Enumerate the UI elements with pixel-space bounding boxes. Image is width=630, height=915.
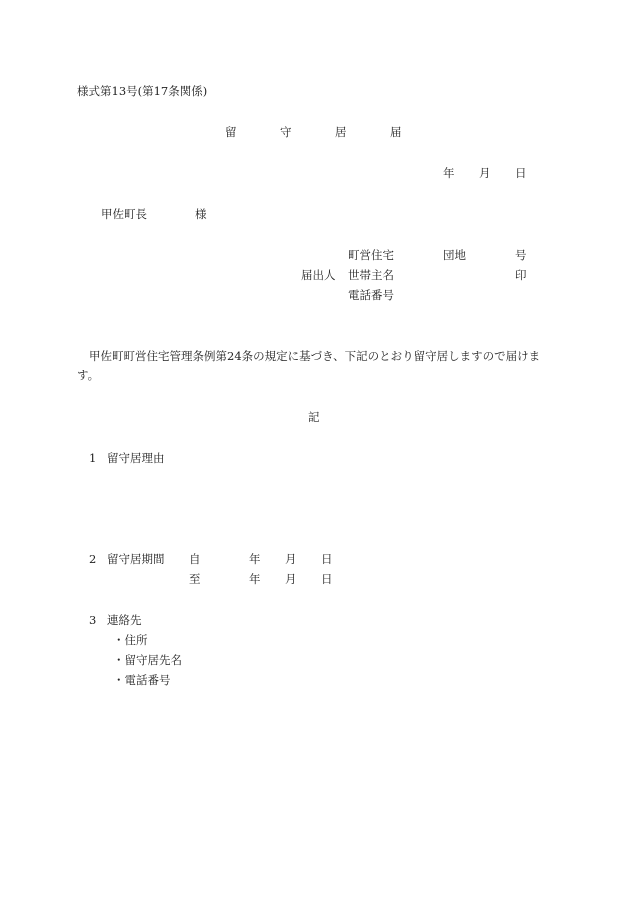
period-from-label: 自 [189, 552, 201, 566]
addressee-honorific: 様 [195, 207, 207, 221]
body-paragraph: 甲佐町町営住宅管理条例第24条の規定に基づき、下記のとおり留守居しますので届けます。 [77, 349, 541, 382]
phone-label: 電話番号 [348, 288, 394, 302]
item-number: 3 [89, 613, 97, 627]
item-number: 2 [89, 552, 97, 566]
ki-heading: 記 [308, 410, 320, 424]
period-to-year: 年 [249, 572, 261, 586]
title-char: 留 [225, 125, 237, 139]
contact-phone-bullet: ・電話番号 [113, 673, 171, 687]
period-to-label: 至 [189, 572, 201, 586]
item-label: 留守居期間 [107, 552, 165, 566]
estate-label: 団地 [443, 248, 466, 262]
contact-address-bullet: ・住所 [113, 633, 148, 647]
date-month-label: 月 [479, 166, 491, 180]
title-char: 届 [390, 125, 402, 139]
item-label: 連絡先 [107, 613, 142, 627]
period-from-month: 月 [285, 552, 297, 566]
contact-stay-name-bullet: ・留守居先名 [113, 653, 182, 667]
period-from-day: 日 [321, 552, 333, 566]
date-year-label: 年 [443, 166, 455, 180]
item-number: 1 [89, 451, 97, 465]
household-head-label: 世帯主名 [348, 268, 394, 282]
title-char: 守 [280, 125, 292, 139]
date-day-label: 日 [515, 166, 527, 180]
form-number-header: 様式第13号(第17条関係) [77, 84, 208, 98]
applicant-role-label: 届出人 [301, 268, 336, 282]
number-label: 号 [515, 248, 527, 262]
housing-label: 町営住宅 [348, 248, 394, 262]
title-char: 居 [335, 125, 347, 139]
item-label: 留守居理由 [107, 451, 165, 465]
period-to-month: 月 [285, 572, 297, 586]
seal-label: 印 [515, 268, 527, 282]
period-from-year: 年 [249, 552, 261, 566]
addressee-name: 甲佐町長 [101, 207, 147, 221]
period-to-day: 日 [321, 572, 333, 586]
